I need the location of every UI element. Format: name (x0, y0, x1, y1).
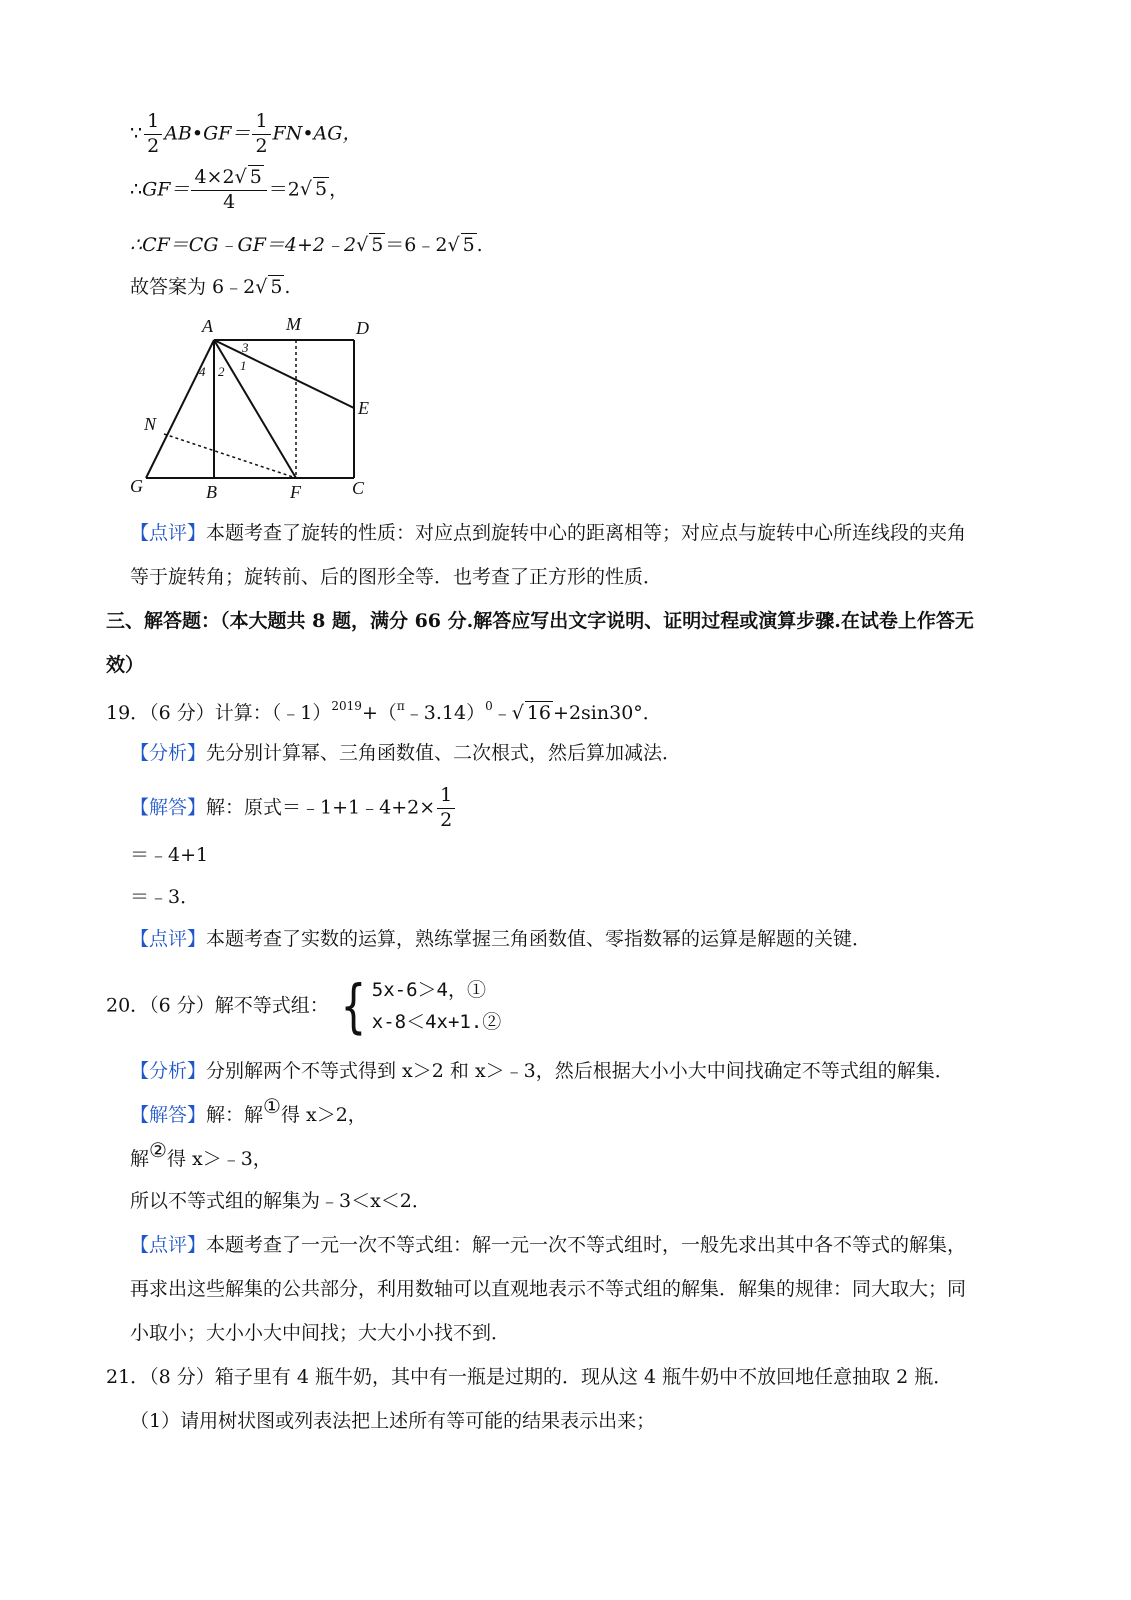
q20-review-2: 再求出这些解集的公共部分，利用数轴可以直观地表示不等式组的解集．解集的规律：同大取大；同 (130, 1278, 967, 1300)
label-N: N (144, 414, 157, 434)
label-A: A (202, 316, 213, 336)
answer-line: 故答案为 6﹣2√ 5 . (130, 276, 291, 298)
section-heading: 三、解答题：（本大题共 8 题，满分 66 分.解答应写出文字说明、证明过程或演算步骤.在试卷上作答无 (106, 610, 974, 632)
q21-question: 21．（8 分）箱子里有 4 瓶牛奶，其中有一瓶是过期的．现从这 4 瓶牛奶中不放回地任意抽取 2 瓶． (106, 1366, 953, 1388)
section-heading-cont: 效） (106, 654, 145, 676)
q20-solution-2: 解②得 x＞﹣3， (130, 1138, 272, 1170)
q20-analysis: 【分析】分别解两个不等式得到 x＞2 和 x＞﹣3，然后根据大小小大中间找确定不等式组的解集． (130, 1060, 954, 1082)
q19-question: 19．（6 分）计算：（﹣1）$^{2019}$+（$^\pi$﹣3.14）$^0$﹣√ 16 +2sin30°． (106, 699, 662, 724)
q20-question: 20．（6 分）解不等式组： { 5x-6＞4，① x-8＜4x+1.② (106, 972, 502, 1040)
q19-step2: ＝﹣4+1 (130, 844, 209, 866)
label-M: M (286, 314, 301, 334)
q20-solution-1: 【解答】解：解①得 x＞2， (130, 1094, 367, 1126)
label-F: F (290, 482, 301, 502)
angle-4: 4 (199, 364, 206, 379)
q21-part1: （1）请用树状图或列表法把上述所有等可能的结果表示出来； (130, 1410, 656, 1432)
q19-step3: ＝﹣3． (130, 886, 200, 908)
label-G: G (130, 476, 143, 496)
step-gf: ∴GF＝ $\frac{4\times 2√ 5}{4}$ ＝2√ 5 ， (130, 166, 349, 213)
label-D: D (356, 318, 369, 338)
review-rotation-2: 等于旋转角；旋转前、后的图形全等．也考查了正方形的性质． (130, 566, 663, 588)
q19-review: 【点评】本题考查了实数的运算，熟练掌握三角函数值、零指数幂的运算是解题的关键． (130, 928, 872, 950)
step-because: ∵ $\frac{1}{2}$ AB•GF＝ $\frac{1}{2}$ FN•AG， (130, 110, 362, 157)
step-cf: ∴CF＝CG﹣GF＝4+2﹣2√ 5 ＝6﹣2√ 5 . (130, 234, 483, 256)
angle-3: 3 (242, 340, 249, 355)
geometry-figure (120, 310, 390, 505)
angle-1: 1 (240, 358, 247, 373)
q20-solution-3: 所以不等式组的解集为﹣3＜x＜2． (130, 1190, 431, 1212)
inequality-2: x-8＜4x+1.② (371, 1011, 502, 1033)
label-E: E (358, 398, 369, 418)
q19-analysis: 【分析】先分别计算幂、三角函数值、二次根式，然后算加减法． (130, 742, 682, 764)
q20-review-3: 小取小；大小小大中间找；大大小小找不到． (130, 1322, 511, 1344)
inequality-1: 5x-6＞4，① (371, 979, 486, 1001)
dashed-NF (164, 434, 296, 478)
label-B: B (206, 482, 217, 502)
review-rotation-1: 【点评】本题考查了旋转的性质：对应点到旋转中心的距离相等；对应点与旋转中心所连线段的夹角 (130, 522, 967, 544)
q20-review-1: 【点评】本题考查了一元一次不等式组：解一元一次不等式组时，一般先求出其中各不等式的解集， (130, 1234, 967, 1256)
edge-AG (146, 340, 214, 478)
q19-solution: 【解答】解：原式＝﹣1+1﹣4+2× $\frac{1}{2}$ (130, 786, 457, 831)
angle-2: 2 (218, 364, 225, 379)
label-C: C (352, 478, 365, 498)
